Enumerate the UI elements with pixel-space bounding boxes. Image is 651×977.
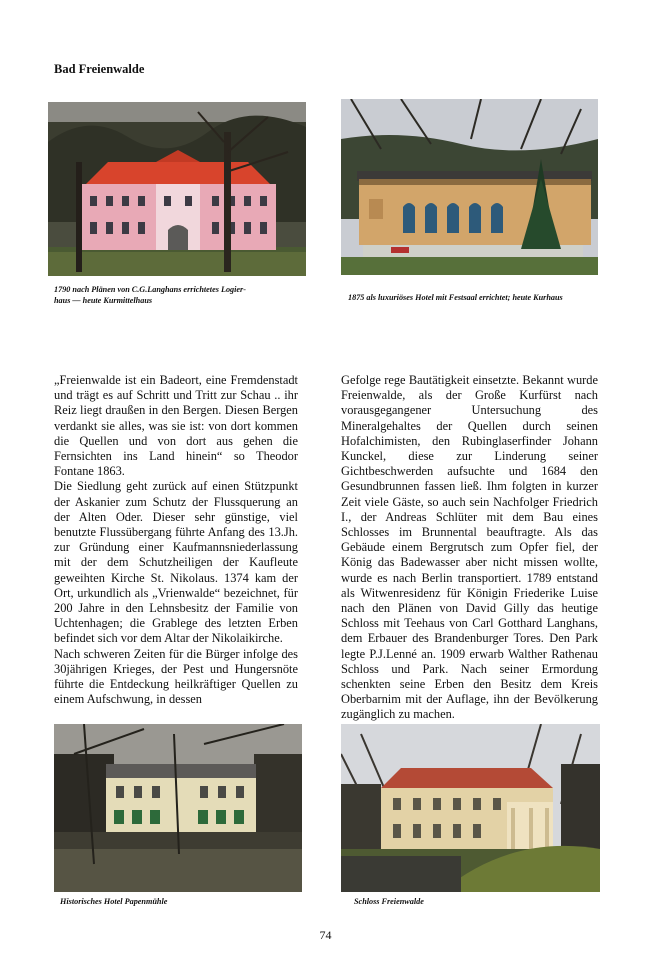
photo-papenmuehle [54, 724, 302, 892]
paragraph: Die Siedlung geht zurück auf einen Stützpunkt der Askanier zum Schutz der Flussquerung an der Alten Oder. Dieser sehr günstige, viel benutzte Flussübergang führte Anfang des 13.Jh. zur Gründung einer Kaufmannsniederlassung mit der dem Schutzheiligen der Kaufleute geweihten Kirche St. Nikolaus. 1374 kam der Ort, urkundlich als „Vrienwalde“ bezeichnet, für 200 Jahre in den Lehnsbesitz der Familie von Uchtenhagen; die Grablege des letzten Erben befindet sich vor dem Altar der Nikolaikirche. [54, 479, 298, 646]
text-column-left [54, 373, 298, 707]
page-number: 74 [319, 928, 332, 942]
caption-kurhaus: 1875 als luxuriöses Hotel mit Festsaal errichtet; heute Kurhaus [348, 293, 563, 302]
caption-papenmuehle: Historisches Hotel Papenmühle [60, 897, 168, 906]
page-title: Bad Freienwalde [54, 62, 145, 76]
paragraph: Nach schweren Zeiten für die Bürger infolge des 30jährigen Krieges, der Pest und Hungersnöte führte die Entdeckung heilkräftiger Quellen zu einem Aufschwung, in dessen [54, 646, 298, 707]
photo-logierhaus [48, 102, 306, 276]
caption-logierhaus: 1790 nach Plänen von C.G.Langhans errichtetes Logier- haus — heute Kurmittelhaus [54, 285, 246, 305]
paragraph: Gefolge rege Bautätigkeit einsetzte. Bekannt wurde Freienwalde, als der Große Kurfürst nach vorausgegangener Untersuchung des Mineralgehaltes der Quellen durch seinen Hofalchimisten, den Rubinglaserfinder Johann Kunckel, diese zur Linderung seiner Gichtbeschwerden aufsuchte und 1684 den Gesundbrunnen fassen ließ. Ihm folgten in kurzer Zeit viele Gäste, so auch sein Nachfolger Friedrich I., der Andreas Schlüter mit dem Bau eines Schlosses im Brunnental beauftragte. Als das Gebäude einem Bergrutsch zum Opfer fiel, der König das Badewasser aber nicht missen wollte, wurde es nach Berlin transportiert. 1789 entstand als Witwenresidenz für Königin Friederike Luise nach den Plänen von David Gilly das heutige Schloss mit Teehaus von Carl Gotthard Langhans, dem Erbauer des Brandenburger Tores. Den Park legte P.J.Lenné an. 1909 erwarb Walther Rathenau Schloss und Park. Nach seiner Ermordung schenkten seine Erben den Besitz dem Kreis Oberbarnim mit der Auflage, ihn der Bevölkerung zugänglich zu machen. [341, 373, 598, 722]
photo-kurhaus [341, 99, 598, 275]
photo-schloss [341, 724, 600, 892]
caption-schloss: Schloss Freienwalde [354, 897, 424, 906]
paragraph: „Freienwalde ist ein Badeort, eine Fremdenstadt und trägt es auf Schritt und Tritt zur Schau .. ihr Reiz liegt draußen in den Bergen. Diesen Bergen verdankt sie alles, was sie ist: von dort kommen die Quellen und von dort aus gehen die Fernsichten ins Land hinein“ so Theodor Fontane 1863. [54, 373, 298, 479]
text-column-right [341, 373, 598, 723]
